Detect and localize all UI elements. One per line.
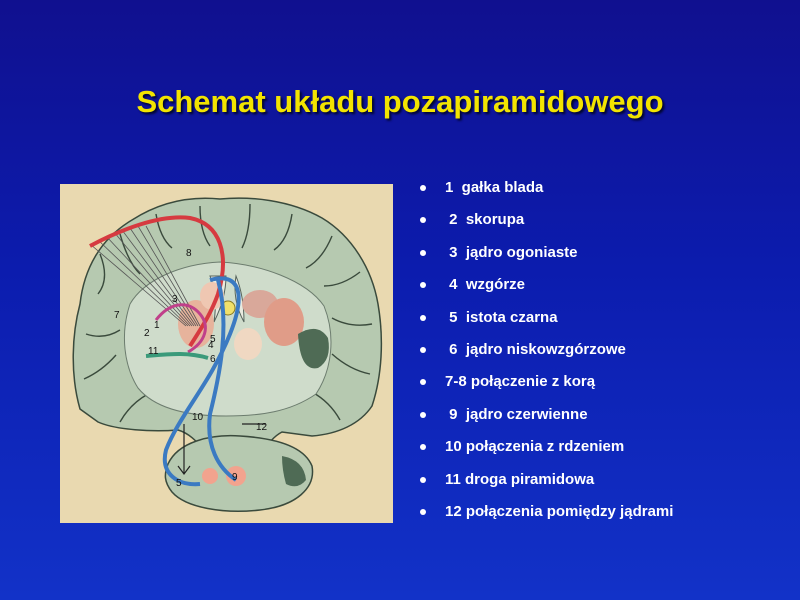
bullet-icon	[420, 282, 426, 288]
legend-item	[418, 338, 673, 370]
legend-text: 10 połączenia z rdzeniem	[445, 438, 625, 456]
slide-title: Schemat układu pozapiramidowego	[136, 84, 664, 119]
legend-list	[418, 176, 673, 532]
nucleus-thalamus-right	[264, 298, 304, 346]
label-5: 5	[210, 334, 216, 345]
brain-illustration	[60, 184, 393, 523]
brain-diagram	[60, 184, 393, 523]
legend-item	[418, 370, 673, 402]
label-9: 9	[232, 472, 238, 483]
legend-item	[418, 241, 673, 273]
bullet-icon	[420, 509, 426, 515]
bullet-icon	[420, 412, 426, 418]
label-1: 1	[154, 320, 160, 331]
label-8: 8	[186, 248, 192, 259]
bullet-icon	[420, 477, 426, 483]
legend-text: 3 jądro ogoniaste	[445, 243, 578, 261]
legend-text: 9 jądro czerwienne	[445, 405, 588, 423]
legend-item	[418, 176, 673, 208]
legend-text: 5 istota czarna	[445, 308, 558, 326]
bullet-icon	[420, 347, 426, 353]
bullet-icon	[420, 250, 426, 256]
legend-text: 1 gałka blada	[445, 179, 544, 196]
legend-item	[418, 435, 673, 467]
label-5-stem: 5	[176, 478, 182, 489]
bullet-icon	[420, 185, 426, 191]
label-11: 11	[148, 346, 159, 357]
bullet-icon	[420, 217, 426, 223]
bullet-icon	[420, 444, 426, 450]
legend-item	[418, 273, 673, 305]
nucleus-pale-right	[234, 328, 262, 360]
legend-item	[418, 208, 673, 240]
legend-text: 7-8 połączenie z korą	[445, 373, 596, 391]
legend-item	[418, 306, 673, 338]
legend-item	[418, 468, 673, 500]
legend-text: 12 połączenia pomiędzy jądrami	[445, 502, 674, 520]
legend-text: 4 wzgórze	[445, 276, 526, 294]
label-2: 2	[144, 328, 150, 339]
nucleus-red-2	[202, 468, 218, 484]
label-4: 4	[208, 340, 214, 351]
bullet-icon	[420, 315, 426, 321]
label-12: 12	[256, 422, 268, 433]
label-10: 10	[192, 412, 204, 423]
bullet-icon	[420, 379, 426, 385]
label-3: 3	[172, 294, 178, 305]
legend-text: 2 skorupa	[445, 211, 525, 229]
legend-item	[418, 403, 673, 435]
label-7: 7	[114, 310, 120, 321]
label-6: 6	[210, 354, 216, 365]
legend-text: 11 droga piramidowa	[445, 470, 595, 488]
legend-text: 6 jądro niskowzgórzowe	[445, 340, 626, 358]
legend-item	[418, 500, 673, 532]
